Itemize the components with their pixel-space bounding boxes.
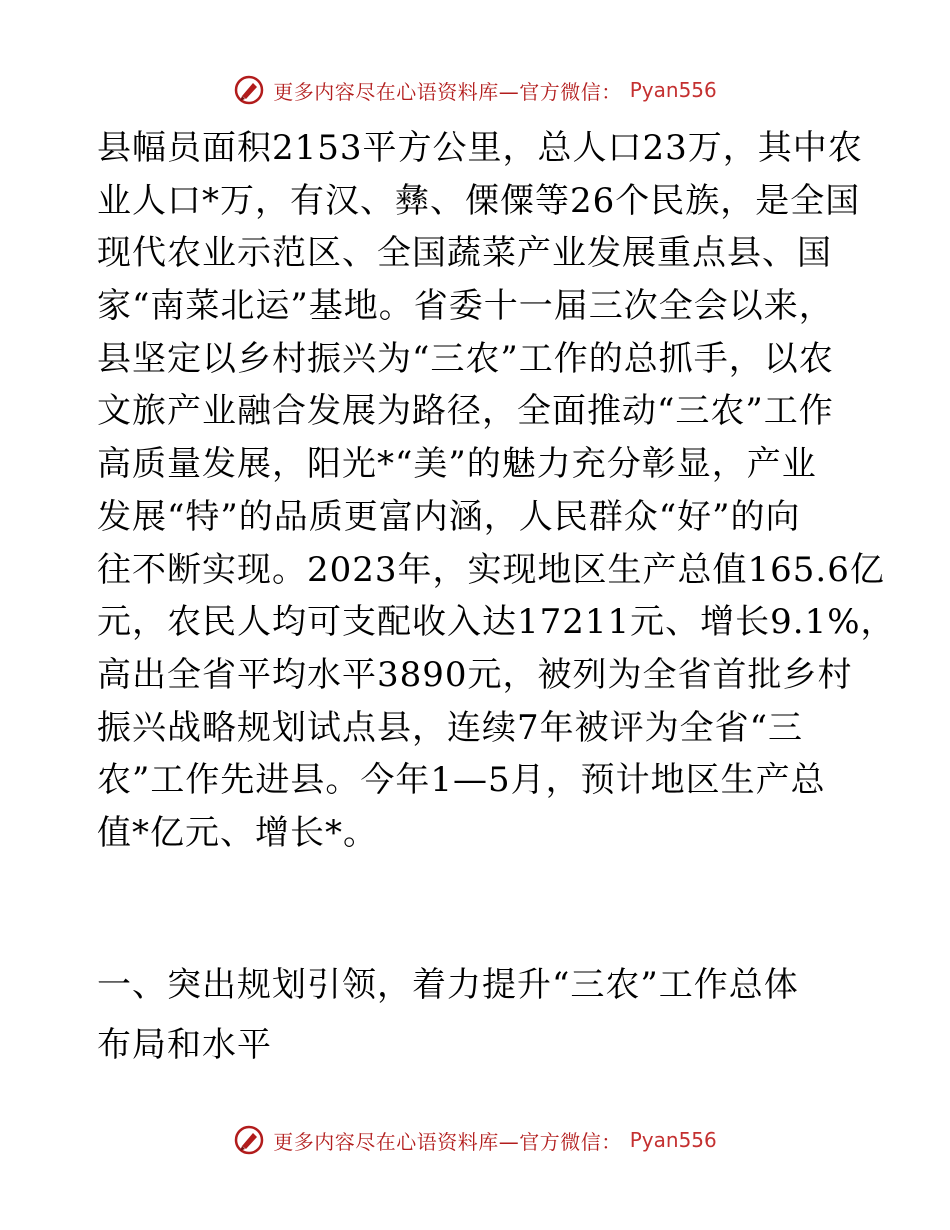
paragraph-line: 家“南菜北运”基地。省委十一届三次全会以来， <box>97 286 834 327</box>
paragraph-line: 元，农民人均可支配收入达17211元、增长9.1%， <box>97 602 896 643</box>
watermark-text: 更多内容尽在心语资料库—官方微信： <box>273 79 622 104</box>
watermark-header <box>0 70 950 110</box>
paragraph-line: 现代农业示范区、全国蔬菜产业发展重点县、国 <box>97 233 832 274</box>
pen-logo-icon <box>233 1124 265 1156</box>
section-heading-line: 布局和水平 <box>97 1025 272 1065</box>
paragraph-line: 高出全省平均水平3890元，被列为全省首批乡村 <box>97 654 853 695</box>
section-heading <box>97 955 867 1075</box>
watermark-wechat-id: Pyan556 <box>629 78 717 102</box>
paragraph-line: 县坚定以乡村振兴为“三农”工作的总抓手，以农 <box>97 338 834 379</box>
body-paragraph <box>97 122 896 860</box>
paragraph-line: 业人口*万，有汉、彝、傈僳等26个民族，是全国 <box>97 180 861 221</box>
paragraph-line: 文旅产业融合发展为路径，全面推动“三农”工作 <box>97 391 834 432</box>
paragraph-line: 发展“特”的品质更富内涵，人民群众“好”的向 <box>97 496 801 537</box>
watermark-text: 更多内容尽在心语资料库—官方微信： <box>273 1129 622 1154</box>
paragraph-line: 振兴战略规划试点县，连续7年被评为全省“三 <box>97 707 804 748</box>
pen-logo-icon <box>233 74 265 106</box>
paragraph-line: 农”工作先进县。今年1—5月，预计地区生产总 <box>97 760 826 801</box>
paragraph-line: 值*亿元、增长*。 <box>97 812 378 853</box>
paragraph-line: 高质量发展，阳光*“美”的魅力充分彰显，产业 <box>97 444 817 485</box>
paragraph-line: 往不断实现。2023年，实现地区生产总值165.6亿 <box>97 549 885 590</box>
watermark-wechat-id: Pyan556 <box>629 1128 717 1152</box>
paragraph-line: 县幅员面积2153平方公里，总人口23万，其中农 <box>97 128 863 168</box>
section-heading-line: 一、突出规划引领，着力提升“三农”工作总体 <box>97 965 799 1005</box>
watermark-footer <box>0 1120 950 1160</box>
